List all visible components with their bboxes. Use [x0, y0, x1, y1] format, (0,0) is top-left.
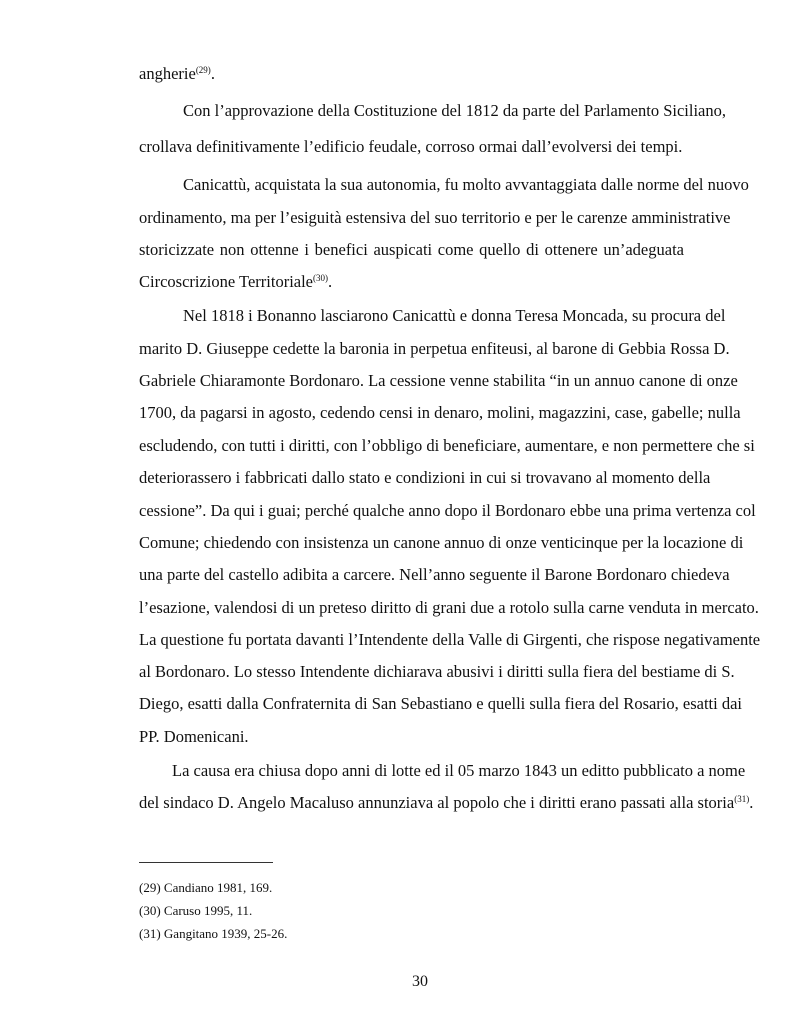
line-text: una parte del castello adibita a carcere. Nell’anno seguente il Barone Bordonaro chiedeva	[139, 565, 730, 584]
text-line	[139, 306, 726, 326]
line-text: cessione”. Da qui i guai; perché qualche anno dopo il Bordonaro ebbe una prima vertenza col	[139, 501, 756, 520]
text-line	[139, 339, 730, 359]
text-line	[139, 630, 761, 650]
text-line	[139, 403, 741, 423]
footnote-reference: (30)	[313, 273, 329, 283]
line-text: La causa era chiusa dopo anni di lotte ed il 05 marzo 1843 un editto pubblicato a nome	[172, 761, 746, 780]
footnote-30: (30) Caruso 1995, 11.	[139, 903, 253, 918]
text-line	[139, 793, 754, 813]
line-text: al Bordonaro. Lo stesso Intendente dichiarava abusivi i diritti sulla fiera del bestiame di S.	[139, 662, 735, 681]
line-text: deteriorassero i fabbricati dallo stato e condizioni in cui si trovavano al momento della	[139, 468, 711, 487]
text-line	[139, 727, 684, 747]
text-line	[139, 101, 726, 121]
page-number: 30	[412, 973, 428, 990]
text-line	[139, 501, 756, 521]
footnote-reference: (29)	[195, 65, 211, 75]
text-line	[139, 662, 735, 682]
line-text: l’esazione, valendosi di un preteso diritto di grani due a rotolo sulla carne venduta in mercato.	[139, 598, 759, 617]
footnote-29: (29) Candiano 1981, 169.	[139, 880, 273, 895]
line-text: del sindaco D. Angelo Macaluso annunziava al popolo che i diritti erano passati alla storia	[139, 793, 735, 812]
line-text: Con l’approvazione della Costituzione del 1812 da parte del Parlamento Siciliano,	[183, 101, 726, 120]
line-text: marito D. Giuseppe cedette la baronia in perpetua enfiteusi, al barone di Gebbia Rossa D.	[139, 339, 730, 358]
line-text: Canicattù, acquistata la sua autonomia, fu molto avvantaggiata dalle norme del nuovo	[183, 175, 749, 194]
line-text: ordinamento, ma per l’esiguità estensiva del suo territorio e per le carenze amministrative	[139, 208, 731, 227]
text-line	[139, 598, 759, 618]
text-line	[139, 175, 749, 195]
footnote-31: (31) Gangitano 1939, 25-26.	[139, 926, 288, 941]
text-line	[139, 565, 730, 585]
line-text: Circoscrizione Territoriale	[139, 272, 314, 291]
line-text: Nel 1818 i Bonanno lasciarono Canicattù e donna Teresa Moncada, su procura del	[183, 306, 726, 325]
line-text: Comune; chiedendo con insistenza un canone annuo di onze venticinque per la locazione di	[139, 533, 744, 552]
text-line	[139, 694, 742, 714]
text-line	[139, 64, 684, 84]
line-text: escludendo, con tutti i diritti, con l’obbligo di beneficiare, aumentare, e non permettere che si	[139, 436, 755, 455]
line-text: angherie	[139, 64, 196, 83]
trailing-punctuation: .	[328, 272, 333, 291]
line-text: La questione fu portata davanti l’Intendente della Valle di Girgenti, che rispose negativamente	[139, 630, 761, 649]
line-text: PP. Domenicani.	[139, 727, 249, 746]
text-line	[139, 468, 711, 488]
text-line	[139, 436, 755, 456]
text-line	[139, 137, 684, 157]
trailing-punctuation: .	[749, 793, 754, 812]
line-text: 1700, da pagarsi in agosto, cedendo censi in denaro, molini, magazzini, case, gabelle; nulla	[139, 403, 741, 422]
text-line	[139, 761, 746, 781]
line-text: Gabriele Chiaramonte Bordonaro. La cessione venne stabilita “in un annuo canone di onze	[139, 371, 738, 390]
text-line	[139, 240, 684, 260]
text-line	[139, 272, 684, 292]
trailing-punctuation: .	[210, 64, 215, 83]
line-text: Diego, esatti dalla Confraternita di San Sebastiano e quelli sulla fiera del Rosario, esatti dai	[139, 694, 742, 713]
footnote-reference: (31)	[734, 794, 750, 804]
line-text: crollava definitivamente l’edificio feudale, corroso ormai dall’evolversi dei tempi.	[139, 137, 683, 156]
line-text: storicizzate non ottenne i benefici auspicati come quello di ottenere un’adeguata	[139, 240, 684, 259]
text-line	[139, 208, 731, 228]
text-line	[139, 371, 738, 391]
footnote-separator	[139, 862, 273, 863]
text-line	[139, 533, 744, 553]
